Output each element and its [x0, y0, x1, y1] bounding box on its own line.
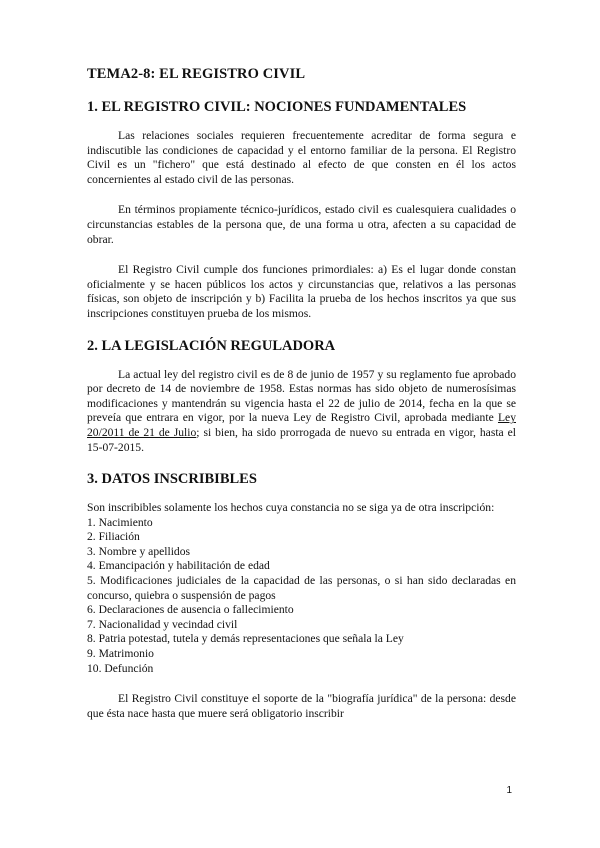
document-title: TEMA2-8: EL REGISTRO CIVIL: [87, 66, 306, 82]
paragraph: En términos propiamente técnico-jurídicos, estado civil es cualesquiera cualidades o circunstancias estables de la persona que, de una forma u otra, afecten a su capacidad de obrar.: [87, 203, 516, 246]
section-heading: 3. DATOS INSCRIBIBLES: [87, 471, 257, 488]
list-item: 8. Patria potestad, tutela y demás representaciones que señala la Ley: [87, 632, 404, 646]
paragraph: El Registro Civil constituye el soporte de la "biografía jurídica" de la persona: desde que ésta nace hasta que muere será obligatorio inscribir: [87, 692, 516, 720]
section-datos-inscribibles: [87, 471, 516, 721]
section-nociones: [87, 99, 516, 322]
paragraph-text: ; si bien, ha sido prorrogada de nuevo su entrada en vigor, hasta el 15-07-2015.: [87, 425, 516, 454]
list-item: 9. Matrimonio: [87, 647, 154, 661]
law-link[interactable]: Ley 20/2011 de 21 de Julio: [87, 411, 516, 439]
paragraph-text: La actual ley del registro civil es de 8 de junio de 1957 y su reglamento fue aprobado por decreto de 14 de noviembre de 1958. Estas normas has sido objeto de numerosísimas modificaciones y mantendrán su vigencia hasta el 22 de julio de 2014, fecha en la que se preveía que entrara en vigor, por la nueva Ley de Registro Civil, aprobada mediante: [87, 367, 516, 425]
list-item: 3. Nombre y apellidos: [87, 544, 191, 558]
section-legislacion: [87, 338, 516, 456]
inscribible-list: [87, 516, 516, 677]
paragraph: El Registro Civil cumple dos funciones primordiales: a) Es el lugar donde constan oficialmente y se hacen públicos los actos y circunstancias que, relativos a las personas físicas, son objeto de inscripción y b) Facilita la prueba de los hechos inscritos ya que sus inscripciones constituyen prueba de los mismos.: [87, 263, 516, 320]
paragraph: Las relaciones sociales requieren frecuentemente acreditar de forma segura e indiscutible las condiciones de capacidad y el entorno familiar de la persona. El Registro Civil es un "fichero" que está destinado al efecto de que consten en él los actos concernientes al estado civil de las personas.: [87, 129, 516, 186]
list-item: 4. Emancipación y habilitación de edad: [87, 559, 270, 573]
section-heading: 2. LA LEGISLACIÓN REGULADORA: [87, 337, 336, 354]
section-heading: 1. EL REGISTRO CIVIL: NOCIONES FUNDAMENTALES: [87, 99, 467, 115]
page-number: 1: [506, 785, 512, 796]
list-item: 1. Nacimiento: [87, 515, 153, 529]
list-item: 10. Defunción: [87, 661, 154, 675]
list-intro: Son inscribibles solamente los hechos cuya constancia no se siga ya de otra inscripción:: [87, 501, 495, 515]
list-item: 7. Nacionalidad y vecindad civil: [87, 617, 238, 631]
list-item: 2. Filiación: [87, 530, 140, 544]
list-item: 6. Declaraciones de ausencia o fallecimiento: [87, 603, 294, 617]
paragraph: [87, 368, 516, 456]
list-item: 5. Modificaciones judiciales de la capacidad de las personas, o si han sido declaradas en concurso, quiebra o suspensión de pagos: [87, 574, 516, 602]
